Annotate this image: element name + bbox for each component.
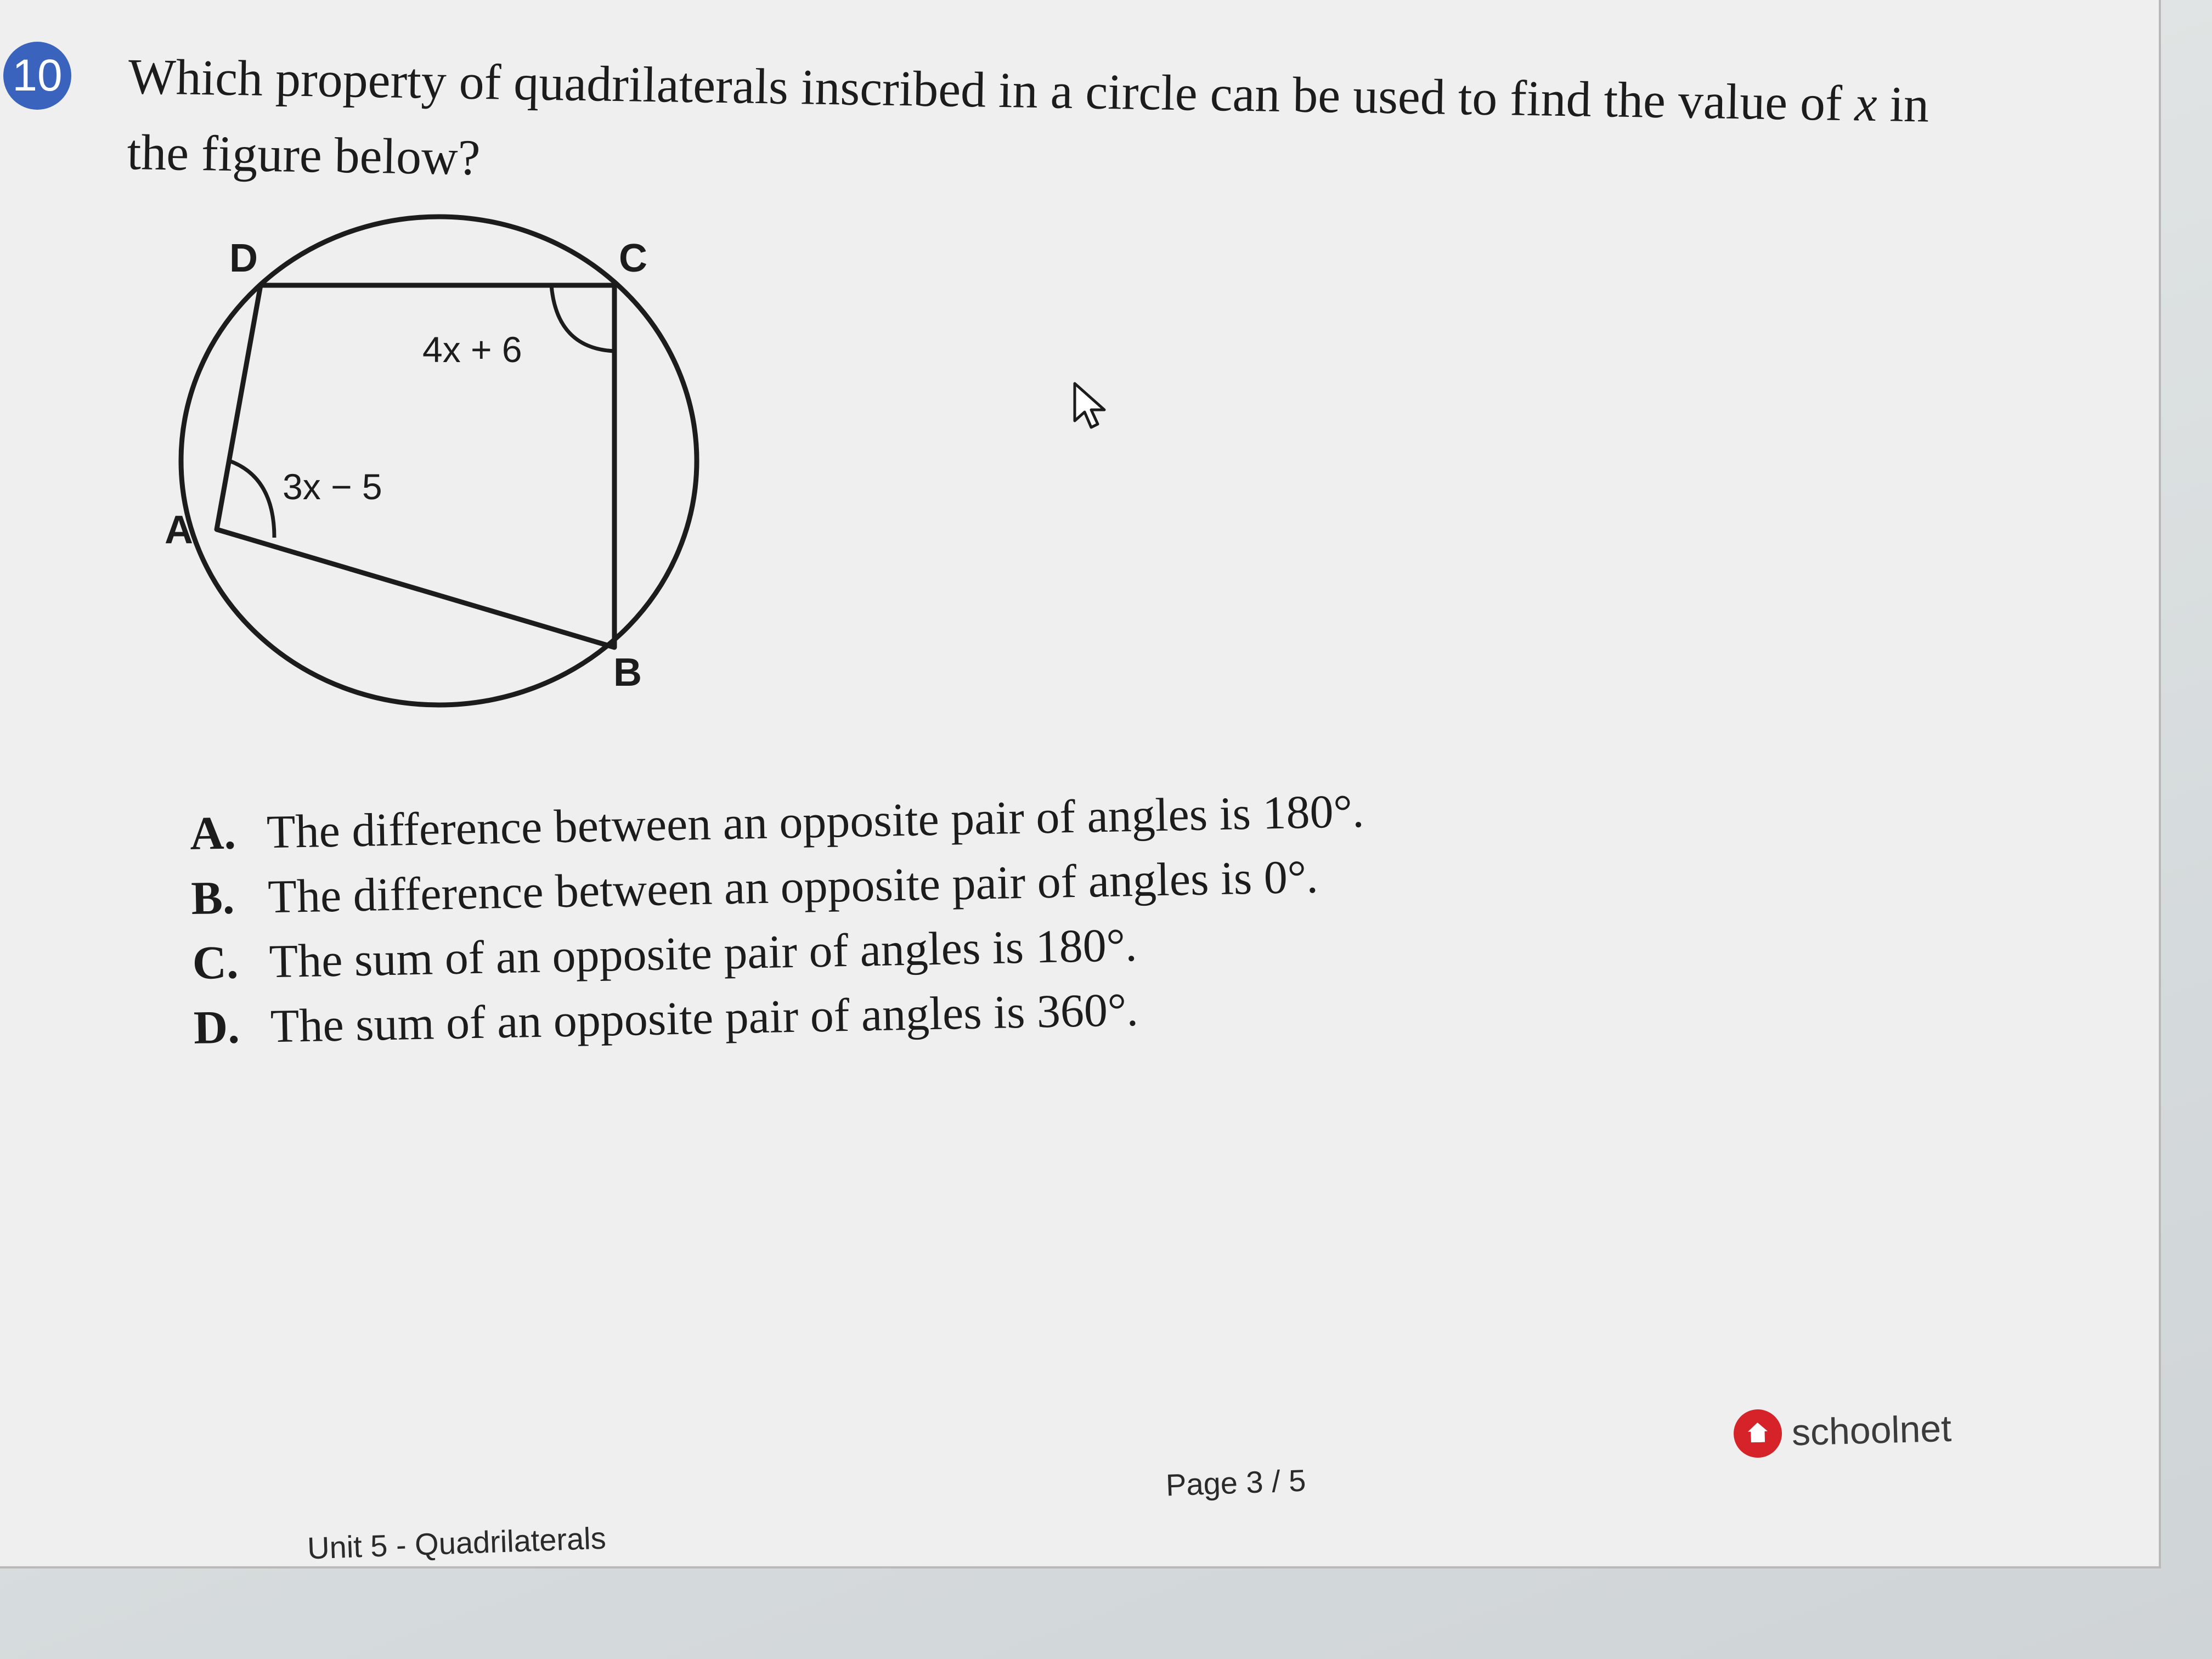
choice-text: The difference between an opposite pair of angles is 0°. xyxy=(267,850,1319,923)
vertex-label-a: A xyxy=(165,508,193,552)
question-text xyxy=(127,38,1994,219)
quadrilateral-abcd xyxy=(217,285,614,647)
vertex-label-c: C xyxy=(619,236,647,280)
choice-text: The sum of an opposite pair of angles is 180°. xyxy=(268,918,1138,988)
inscribed-quadrilateral-figure xyxy=(165,203,713,719)
question-number-badge: 10 xyxy=(3,42,71,110)
choice-letter: A. xyxy=(189,806,236,860)
question-text-end: in the figure below? xyxy=(126,76,1929,186)
vertex-label-b: B xyxy=(613,651,642,695)
question-text-start: Which property of quadrilaterals inscribed in a circle can be used to find the value of xyxy=(128,48,1855,132)
choice-letter: B. xyxy=(190,871,235,924)
schoolnet-wordmark: schoolnet xyxy=(1791,1407,1953,1454)
angle-arc-c xyxy=(551,285,614,351)
choice-text: The sum of an opposite pair of angles is 360°. xyxy=(269,983,1139,1053)
answer-choices xyxy=(189,778,1368,1060)
choice-text: The difference between an opposite pair of angles is 180°. xyxy=(266,784,1365,859)
angle-label-a: 3x − 5 xyxy=(283,466,382,507)
schoolnet-logo-icon xyxy=(1733,1409,1782,1458)
figure-svg xyxy=(165,203,713,719)
page-indicator: Page 3 / 5 xyxy=(1165,1463,1307,1503)
unit-title: Unit 5 - Quadrilaterals xyxy=(307,1520,607,1566)
vertex-label-d: D xyxy=(229,236,258,280)
mouse-pointer-icon xyxy=(1073,381,1111,431)
question-variable: x xyxy=(1854,75,1878,132)
choice-letter: C. xyxy=(191,935,239,989)
angle-arc-a xyxy=(229,461,274,538)
schoolnet-brand xyxy=(1733,1404,1952,1458)
angle-label-c: 4x + 6 xyxy=(422,329,522,370)
choice-letter: D. xyxy=(193,1000,240,1054)
